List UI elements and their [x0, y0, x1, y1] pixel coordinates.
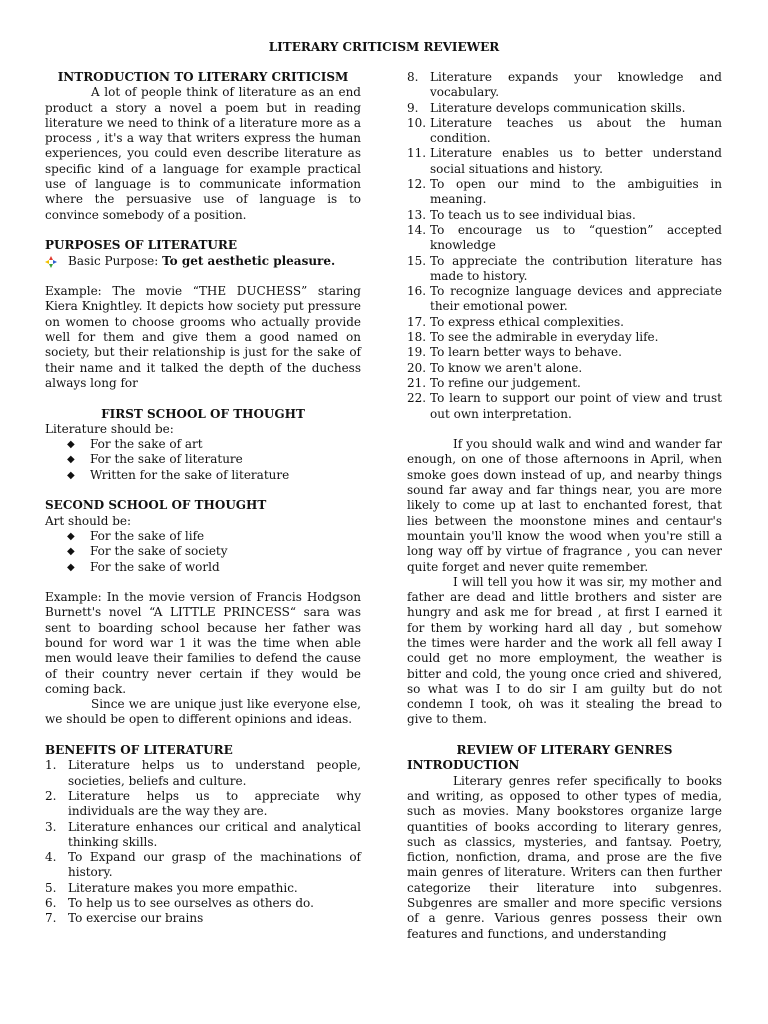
- list-item: ◆ For the sake of art: [67, 437, 203, 452]
- list-item: 22. To learn to support our point of view and trust out own interpretation.: [407, 391, 722, 421]
- list-item: 10. Literature teaches us about the human condition.: [407, 115, 722, 146]
- list-item: 19. To learn better ways to behave.: [407, 345, 622, 360]
- benefits-list-left: [45, 758, 361, 926]
- list-item: 15. To appreciate the contribution literature has made to history.: [407, 253, 722, 283]
- diamond-bullet-icon: ◆: [67, 439, 75, 451]
- benefits-heading: BENEFITS OF LITERATURE: [45, 743, 233, 758]
- right-column: [407, 70, 722, 942]
- list-item: 18. To see the admirable in everyday life.: [407, 330, 659, 345]
- introduction-subheading: INTRODUCTION: [407, 758, 520, 773]
- list-item: 3. Literature enhances our critical and analytical thinking skills.: [45, 819, 361, 849]
- first-school-heading: FIRST SCHOOL OF THOUGHT: [101, 406, 305, 421]
- list-item: 4. To Expand our grasp of the machinations of history.: [45, 850, 361, 880]
- list-item: ◆ Written for the sake of literature: [67, 467, 290, 482]
- list-item: 1. Literature helps us to understand people, societies, beliefs and culture.: [45, 758, 361, 788]
- four-color-arrow-icon: [45, 256, 57, 268]
- list-item: 11. Literature enables us to better understand social situations and history.: [407, 146, 722, 176]
- list-item: 16. To recognize language devices and appreciate their emotional power.: [407, 284, 722, 314]
- review-heading: REVIEW OF LITERARY GENRES: [456, 743, 673, 758]
- example-duchess: Example: The movie “THE DUCHESS” staring Kiera Knightley. It depicts how society put pressure on women to choose grooms who actually provide well for them and give them a good named on society, but their relationship is just for the sake of their name and it talked the depth of the duchess always long for: [45, 284, 361, 390]
- list-item: 9. Literature develops communication skills.: [407, 100, 686, 115]
- list-item: 13. To teach us to see individual bias.: [407, 207, 636, 222]
- unique-paragraph: Since we are unique just like everyone else, we should be open to different opinions and ideas.: [45, 697, 361, 727]
- list-item: 21. To refine our judgement.: [407, 375, 581, 390]
- basic-purpose-label: Basic Purpose:: [68, 253, 163, 268]
- list-item: 2. Literature helps us to appreciate why individuals are the way they are.: [45, 788, 361, 819]
- list-item: 20. To know we aren't alone.: [407, 360, 583, 375]
- diamond-bullet-icon: ◆: [67, 469, 75, 481]
- list-item: ◆ For the sake of literature: [67, 452, 243, 467]
- intro-paragraph: A lot of people think of literature as an end product a story a novel a poem but in reading literature we need to think of a literature more as a process , it's a way that writers express the human experiences, you could even describe literature as specific kind of a language for example practical use of language is to communicate information where the persuasive use of language is to convince somebody of a position.: [45, 85, 361, 222]
- second-school-list: [45, 529, 361, 575]
- list-item: 8. Literature expands your knowledge and vocabulary.: [407, 70, 722, 100]
- diamond-bullet-icon: ◆: [67, 530, 75, 542]
- list-item: 6. To help us to see ourselves as others do.: [45, 896, 314, 911]
- list-item: 7. To exercise our brains: [45, 911, 204, 926]
- passage-enchanted-forest: If you should walk and wind and wander far enough, on one of those afternoons in April, when smoke goes down instead of up, and nearby things sound far away and far things near, you are more likely to come up at last to enchanted forest, that lies between the moonstone mines and centaur's mountain you'll know the wood when you're still a long way off by virtue of fragrance , you can never quite forget and never quite remember.: [407, 437, 722, 574]
- first-school-intro: Literature should be:: [45, 421, 174, 436]
- left-column: [45, 70, 361, 927]
- basic-purpose-line: [45, 254, 361, 269]
- first-school-list: [45, 437, 361, 483]
- benefits-list-right: [407, 70, 722, 422]
- example-little-princess: Example: In the movie version of Francis Hodgson Burnett's novel “A LITTLE PRINCESS“ sara was sent to boarding school because her father was bound for word war 1 it was the time when able men would leave their families to defend the cause of their country never certain if they would be coming back.: [45, 590, 361, 696]
- diamond-bullet-icon: ◆: [67, 561, 75, 573]
- purposes-heading: PURPOSES OF LITERATURE: [45, 238, 238, 253]
- basic-purpose-value: To get aesthetic pleasure.: [162, 253, 336, 268]
- diamond-bullet-icon: ◆: [67, 546, 75, 558]
- list-item: 5. Literature makes you more empathic.: [45, 880, 298, 895]
- intro-heading: INTRODUCTION TO LITERARY CRITICISM: [57, 70, 349, 84]
- list-item: ◆ For the sake of society: [67, 544, 228, 559]
- list-item: 12. To open our mind to the ambiguities in meaning.: [407, 177, 722, 207]
- diamond-bullet-icon: ◆: [67, 454, 75, 466]
- second-school-heading: SECOND SCHOOL OF THOUGHT: [45, 498, 267, 513]
- genres-paragraph: Literary genres refer specifically to books and writing, as opposed to other types of media, such as movies. Many bookstores organize large quantities of books according to literary genres, such as classics, mysteries, and fantsay. Poetry, fiction, nonfiction, drama, and prose are the five main genres of literature. Writers can then further categorize their literature into subgenres. Subgenres are smaller and more specific versions of a genre. Various genres possess their own features and functions, and understanding: [407, 773, 722, 941]
- list-item: 17. To express ethical complexities.: [407, 314, 624, 329]
- document-title: LITERARY CRITICISM REVIEWER: [268, 40, 500, 54]
- list-item: 14. To encourage us to “question” accepted knowledge: [407, 222, 722, 253]
- passage-stealing-bread: I will tell you how it was sir, my mother and father are dead and little brothers and sister are hungry and ask me for bread , at first I earned it for them by working hard all day , but somehow the times were harder and the work all fell away I could get no more employment, the weather is bitter and cold, the young once cried and shivered, so what was I to do sir I am guilty but do not condemn I took, oh was it stealing the bread to give to them.: [407, 574, 722, 727]
- list-item: ◆ For the sake of world: [67, 559, 220, 574]
- second-school-intro: Art should be:: [45, 513, 132, 528]
- list-item: ◆ For the sake of life: [67, 528, 205, 543]
